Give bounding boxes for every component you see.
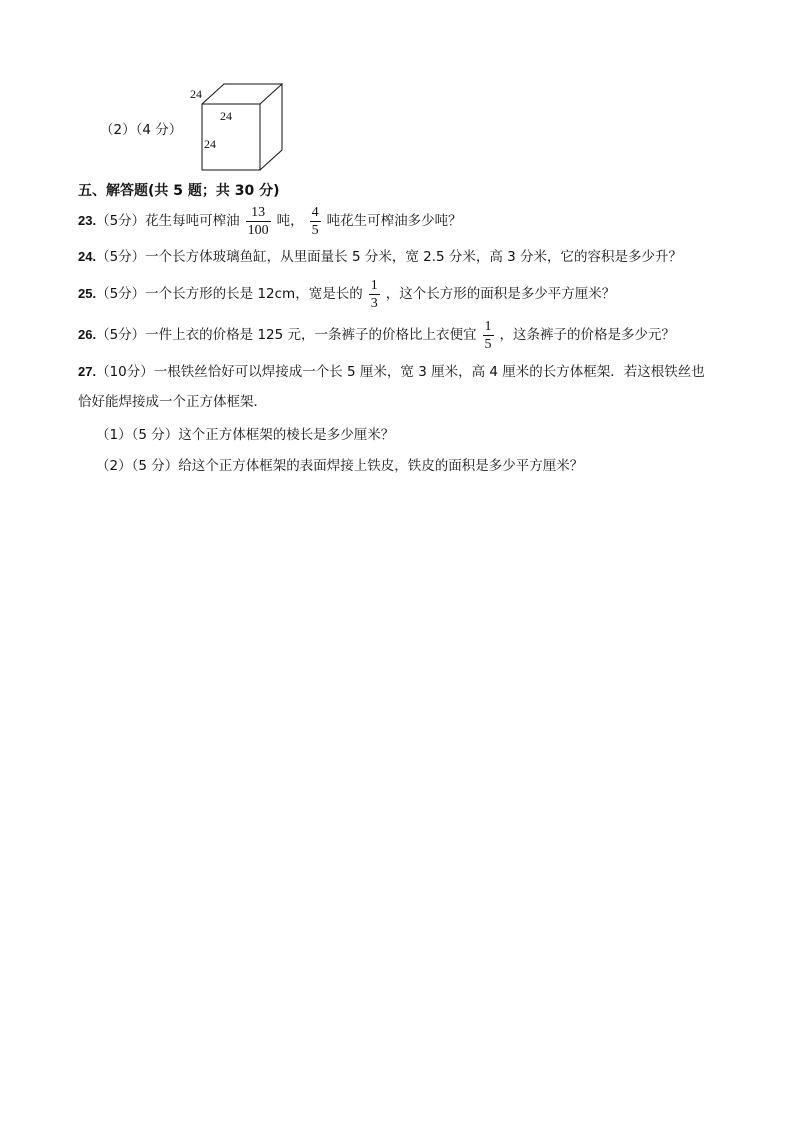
question-text: ，这条裤子的价格是多少元？ <box>499 327 676 343</box>
question-25 <box>78 279 615 309</box>
fraction-denominator: 5 <box>311 222 319 238</box>
question-text: （2）（5 分）给这个正方体框架的表面焊接上铁皮，铁皮的面积是多少平方厘米？ <box>96 458 584 474</box>
question-26 <box>78 320 675 350</box>
question-text: （5分）一个长方形的长是 12cm，宽是长的 <box>96 286 363 302</box>
fraction-numerator: 13 <box>251 204 266 220</box>
fraction-numerator: 1 <box>484 318 492 334</box>
fraction-denominator: 5 <box>484 336 492 352</box>
cube-top-face <box>202 84 282 104</box>
question-text: （5分）花生每吨可榨油 <box>96 213 240 229</box>
question-text: 恰好能焊接成一个正方体框架． <box>78 394 267 410</box>
fraction-4-5 <box>310 205 321 238</box>
question-24 <box>78 242 682 272</box>
question-number: 27. <box>78 364 97 379</box>
fraction-1-3 <box>369 278 380 311</box>
question-number: 24. <box>78 249 97 264</box>
fraction-denominator: 3 <box>370 295 378 311</box>
fraction-bar <box>246 221 271 222</box>
question-text: （1）（5 分）这个正方体框架的棱长是多少厘米？ <box>96 427 395 443</box>
cube-label-front-top: 24 <box>220 109 232 123</box>
question-number: 23. <box>78 213 97 228</box>
cube-label-top: 24 <box>190 87 202 101</box>
question-text: 吨， <box>276 213 304 229</box>
question-27-sub-1 <box>96 420 394 450</box>
section-heading: 五、解答题(共 5 题；共 30 分) <box>78 183 280 199</box>
fraction-1-5 <box>483 319 494 352</box>
question-text: 吨花生可榨油多少吨？ <box>326 213 462 229</box>
fraction-13-100 <box>246 205 271 238</box>
fraction-denominator: 100 <box>247 222 269 238</box>
cube-right-face <box>260 84 282 170</box>
question-23 <box>78 206 462 236</box>
question-text: （5分）一件上衣的价格是 125 元，一条裤子的价格比上衣便宜 <box>96 327 477 343</box>
question-number: 26. <box>78 327 97 342</box>
cube-diagram <box>186 82 286 172</box>
question-text: （5分）一个长方体玻璃鱼缸，从里面量长 5 分米，宽 2.5 分米，高 3 分米，它的容积是多少升？ <box>96 249 683 265</box>
question-text: ，这个长方形的面积是多少平方厘米？ <box>385 286 616 302</box>
question-text: （10分）一根铁丝恰好可以焊接成一个长 5 厘米，宽 3 厘米，高 4 厘米的长方体框架．若这根铁丝也 <box>96 364 705 380</box>
fraction-bar <box>483 335 494 336</box>
cube-label-front-left: 24 <box>204 137 216 151</box>
fraction-bar <box>310 221 321 222</box>
fraction-numerator: 1 <box>370 277 378 293</box>
fraction-bar <box>369 294 380 295</box>
question-27 <box>78 357 705 387</box>
question-27-continued <box>78 387 267 417</box>
fraction-numerator: 4 <box>311 204 319 220</box>
question-27-sub-2 <box>96 451 583 481</box>
sub-question-label: （2）（4 分） <box>100 122 183 138</box>
question-number: 25. <box>78 286 97 301</box>
